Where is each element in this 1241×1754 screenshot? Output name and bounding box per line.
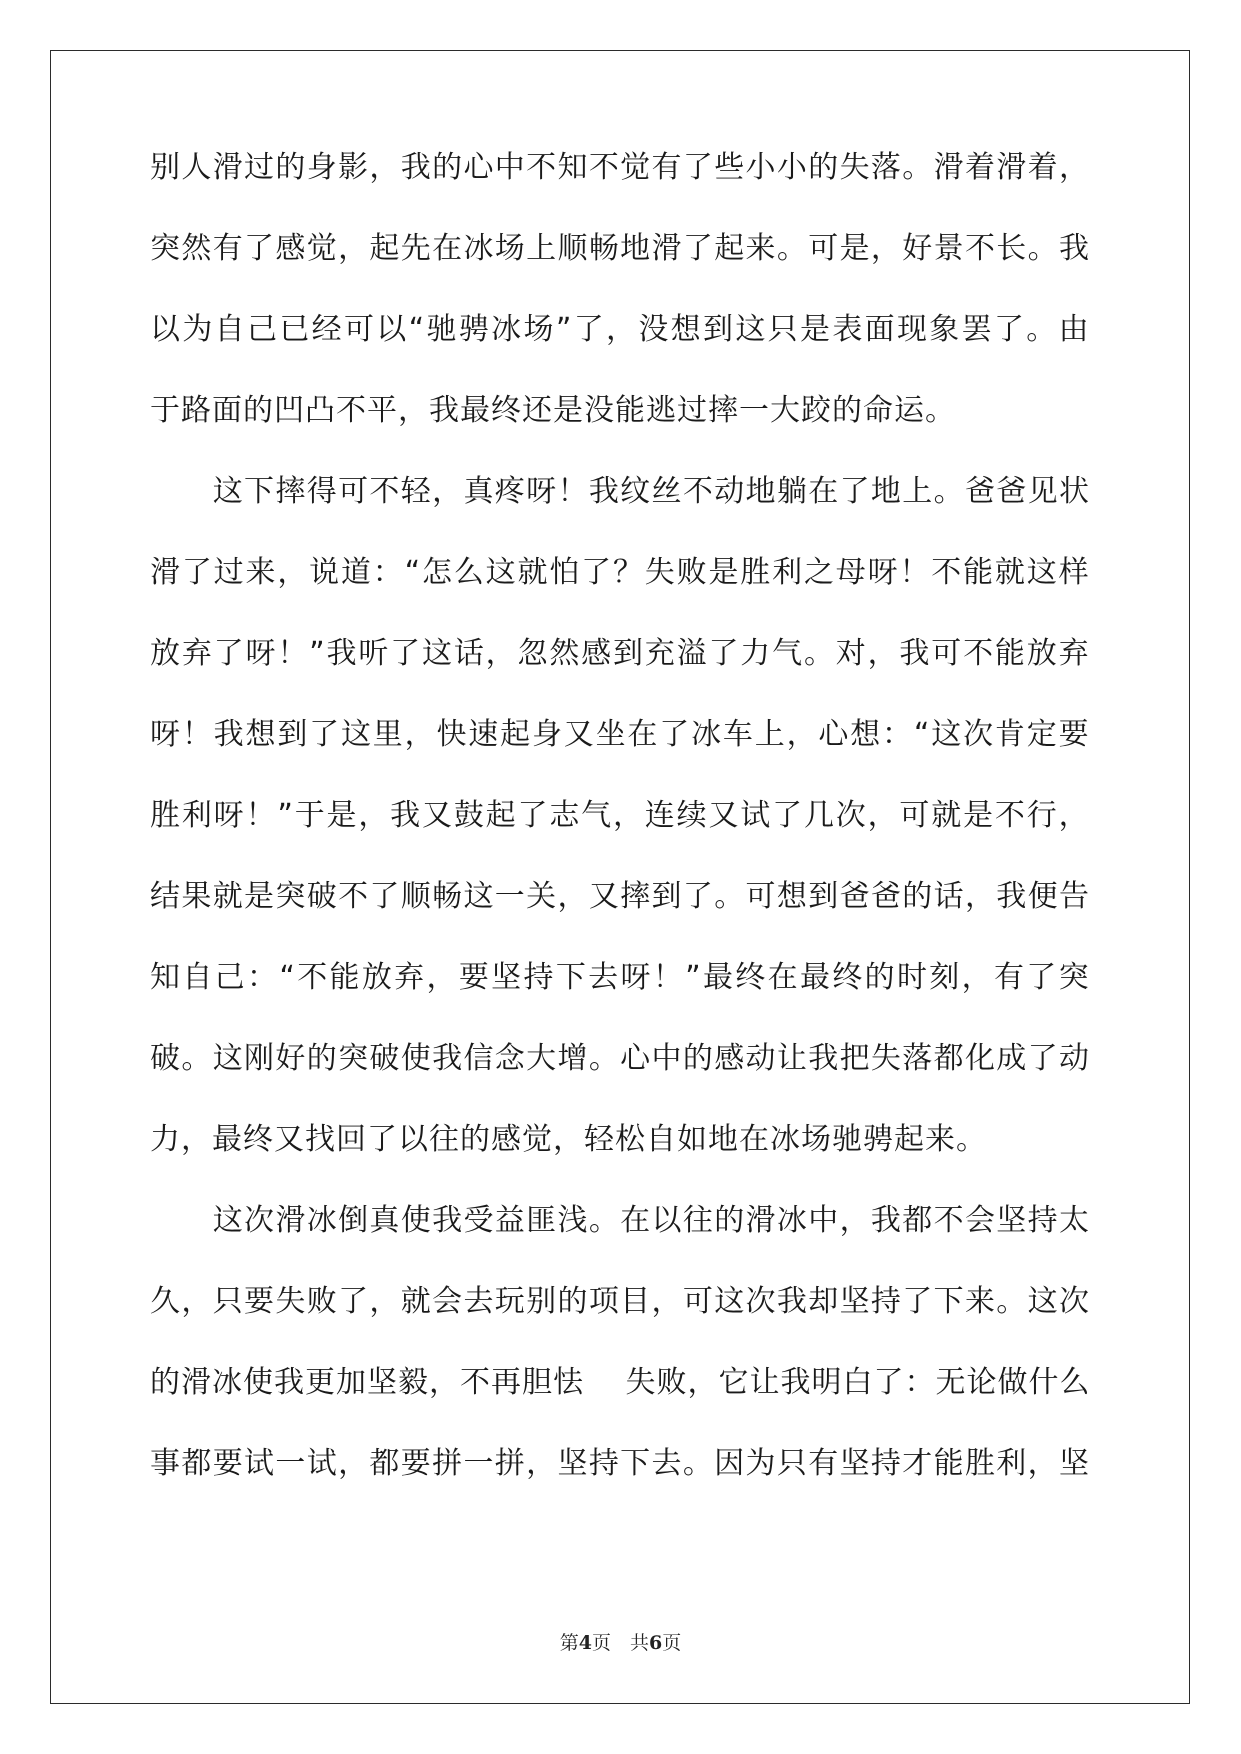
text-line: 力，最终又找回了以往的感觉，轻松自如地在冰场驰骋起来。	[150, 1122, 987, 1157]
text-line: 这 下 摔 得 可 不 轻 ， 真 疼 呀 ！ 我 纹 丝 不 动 地 躺 在 了 地 上 。 爸 爸 见 状	[212, 474, 1090, 509]
page-footer	[0, 1628, 1241, 1655]
text-line: 事 都 要 试 一 试 ， 都 要 拼 一 拼 ， 坚 持 下 去 。 因 为 只 有 坚 持 才 能 胜 利 ， 坚	[150, 1446, 1090, 1481]
page-prefix: 第	[559, 1632, 579, 1654]
page-mid: 页 共	[591, 1632, 649, 1654]
text-line: 放 弃 了 呀 ！ ” 我 听 了 这 话 ， 忽 然 感 到 充 溢 了 力 气 。 对 ， 我 可 不 能 放 弃	[150, 636, 1090, 671]
text-line: 结 果 就 是 突 破 不 了 顺 畅 这 一 关 ， 又 摔 到 了 。 可 想 到 爸 爸 的 话 ， 我 便 告	[150, 879, 1090, 914]
text-line: 知 自 己 ： “ 不 能 放 弃 ， 要 坚 持 下 去 呀 ！ ” 最 终 在 最 终 的 时 刻 ， 有 了 突	[150, 960, 1090, 995]
text-line: 突 然 有 了 感 觉 ， 起 先 在 冰 场 上 顺 畅 地 滑 了 起 来 。 可 是 ， 好 景 不 长 。 我	[150, 231, 1090, 266]
text-line: 滑 了 过 来 ， 说 道 ： “ 怎 么 这 就 怕 了 ？ 失 败 是 胜 利 之 母 呀 ！ 不 能 就 这 样	[150, 555, 1090, 590]
text-line: 别 人 滑 过 的 身 影 ， 我 的 心 中 不 知 不 觉 有 了 些 小 小 的 失 落 。 滑 着 滑 着 ，	[150, 150, 1090, 185]
text-line: 胜 利 呀 ！ ” 于 是 ， 我 又 鼓 起 了 志 气 ， 连 续 又 试 了 几 次 ， 可 就 是 不 行 ，	[150, 798, 1090, 833]
page-total: 6	[649, 1632, 663, 1654]
page-suffix: 页	[662, 1632, 682, 1654]
text-line: 破 。 这 刚 好 的 突 破 使 我 信 念 大 增 。 心 中 的 感 动 让 我 把 失 落 都 化 成 了 动	[150, 1041, 1090, 1076]
text-line: 的 滑 冰 使 我 更 加 坚 毅 ， 不 再 胆 怯 失 败 ， 它 让 我 明 白 了 ： 无 论 做 什 么	[150, 1365, 1091, 1400]
text-line: 久 ， 只 要 失 败 了 ， 就 会 去 玩 别 的 项 目 ， 可 这 次 我 却 坚 持 了 下 来 。 这 次	[150, 1284, 1090, 1319]
page-current: 4	[578, 1632, 592, 1654]
document-body	[150, 150, 1091, 1530]
text-line: 以 为 自 己 已 经 可 以 “ 驰 骋 冰 场 ” 了 ， 没 想 到 这 只 是 表 面 现 象 罢 了 。 由	[150, 312, 1090, 347]
text-line: 这 次 滑 冰 倒 真 使 我 受 益 匪 浅 。 在 以 往 的 滑 冰 中 ， 我 都 不 会 坚 持 太	[212, 1203, 1090, 1238]
text-line: 呀 ！ 我 想 到 了 这 里 ， 快 速 起 身 又 坐 在 了 冰 车 上 ， 心 想 ： “ 这 次 肯 定 要	[150, 717, 1090, 752]
text-line: 于路面的凹凸不平，我最终还是没能逃过摔一大跤的命运。	[150, 393, 956, 428]
